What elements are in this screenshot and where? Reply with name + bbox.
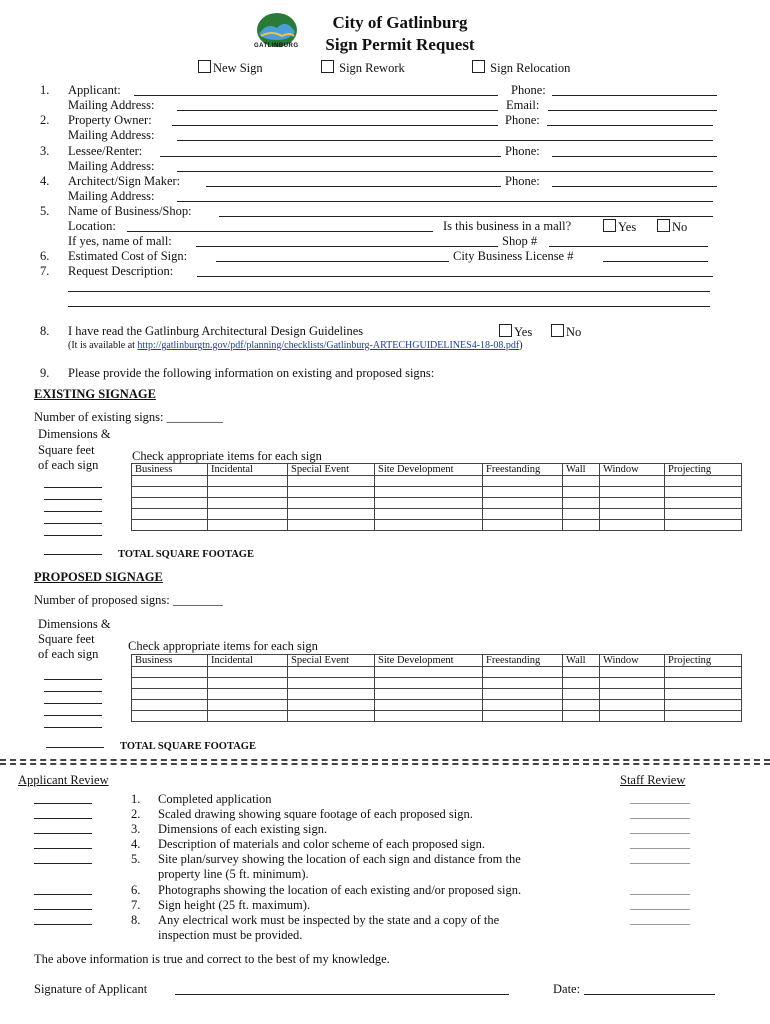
new-sign-label: New Sign <box>213 61 263 75</box>
col-window: Window <box>600 464 665 476</box>
existing-dim-label-3: of each sign <box>38 458 99 472</box>
signature-field[interactable] <box>175 994 509 995</box>
mailing2-field[interactable] <box>177 140 713 141</box>
existing-total-label: TOTAL SQUARE FOOTAGE <box>118 549 254 560</box>
mall-yes-label: Yes <box>618 220 637 234</box>
applicant-check-field[interactable] <box>34 848 92 849</box>
mall-question: Is this business in a mall? <box>443 219 572 233</box>
proposed-dim-field-4[interactable] <box>44 715 102 716</box>
new-sign-option[interactable] <box>198 60 263 76</box>
col-freestanding: Freestanding <box>483 655 563 667</box>
applicant-check-field[interactable] <box>34 863 92 864</box>
checklist-text: Completed application <box>158 792 272 806</box>
new-sign-checkbox[interactable] <box>198 60 211 73</box>
proposed-dim-label-3: of each sign <box>38 647 99 661</box>
mailing3-field[interactable] <box>177 171 713 172</box>
sign-rework-checkbox[interactable] <box>321 60 334 73</box>
table-row[interactable] <box>132 487 742 498</box>
phone4-label: Phone: <box>505 174 540 188</box>
attestation-text: The above information is true and correct to the best of my knowledge. <box>34 952 390 966</box>
table-header-row <box>132 464 742 476</box>
table-header-row <box>132 655 742 667</box>
col-incidental: Incidental <box>208 464 288 476</box>
applicant-review-heading: Applicant Review <box>18 773 109 787</box>
shop-field[interactable] <box>549 246 708 247</box>
existing-signage-heading: EXISTING SIGNAGE <box>34 387 156 401</box>
existing-dim-field-2[interactable] <box>44 499 102 500</box>
logo-text: GATLINBURG <box>254 43 299 49</box>
guidelines-link[interactable]: http://gatlinburgtn.gov/pdf/planning/checklists/Gatlinburg-ARTECHGUIDELINES4-18-08.pdf <box>137 340 520 351</box>
property-owner-field[interactable] <box>172 125 498 126</box>
staff-check-field[interactable] <box>630 863 690 864</box>
checklist-number: 3. <box>131 822 141 836</box>
col-site-development: Site Development <box>375 655 483 667</box>
existing-check-label: Check appropriate items for each sign <box>132 449 322 463</box>
checklist-number: 2. <box>131 807 141 821</box>
col-wall: Wall <box>563 464 600 476</box>
proposed-signage-table <box>131 654 742 722</box>
item-number-9: 9. <box>40 366 50 380</box>
page-subtitle: Sign Permit Request <box>325 35 475 54</box>
checklist-text: Any electrical work must be inspected by the state and a copy of the <box>158 913 500 927</box>
applicant-check-field[interactable] <box>34 894 92 895</box>
phone3-label: Phone: <box>505 144 540 158</box>
sign-rework-label: Sign Rework <box>339 61 405 75</box>
business-name-field[interactable] <box>219 216 713 217</box>
mall-no-label: No <box>672 220 688 234</box>
mall-name-label: If yes, name of mall: <box>68 234 172 248</box>
proposed-check-label: Check appropriate items for each sign <box>128 639 318 653</box>
staff-check-field[interactable] <box>630 848 690 849</box>
col-projecting: Projecting <box>665 464 742 476</box>
mall-no-option[interactable] <box>657 219 687 235</box>
phone2-field[interactable] <box>547 125 713 126</box>
item-number-3: 3. <box>40 144 50 158</box>
staff-review-heading: Staff Review <box>620 773 686 787</box>
item-number-6: 6. <box>40 249 50 263</box>
checklist-number: 1. <box>131 792 141 806</box>
proposed-dim-field-5[interactable] <box>44 727 102 728</box>
table-row[interactable] <box>132 667 742 678</box>
estimated-cost-field[interactable] <box>216 261 449 262</box>
architect-field[interactable] <box>206 186 501 187</box>
table-row[interactable] <box>132 678 742 689</box>
mall-yes-option[interactable] <box>603 219 636 235</box>
col-projecting: Projecting <box>665 655 742 667</box>
sign-relocation-checkbox[interactable] <box>472 60 485 73</box>
col-site-development: Site Development <box>375 464 483 476</box>
date-label: Date: <box>553 982 581 996</box>
item-number-2: 2. <box>40 113 50 127</box>
checklist-text: Sign height (25 ft. maximum). <box>158 898 311 912</box>
checklist-text: property line (5 ft. minimum). <box>158 867 309 881</box>
existing-dim-field-5[interactable] <box>44 535 102 536</box>
mall-name-field[interactable] <box>196 246 498 247</box>
sign-relocation-option[interactable] <box>472 60 570 76</box>
table-row[interactable] <box>132 476 742 487</box>
existing-dim-field-3[interactable] <box>44 511 102 512</box>
mall-yes-checkbox[interactable] <box>603 219 616 232</box>
guidelines-no-checkbox[interactable] <box>551 324 564 337</box>
checklist-number: 7. <box>131 898 141 912</box>
applicant-check-field[interactable] <box>34 909 92 910</box>
guidelines-yes-option[interactable] <box>499 324 532 340</box>
guidelines-yes-label: Yes <box>514 325 533 339</box>
proposed-signage-heading: PROPOSED SIGNAGE <box>34 570 163 584</box>
lessee-label: Lessee/Renter: <box>68 144 143 158</box>
guidelines-no-option[interactable] <box>551 324 581 340</box>
checklist-text: Dimensions of each existing sign. <box>158 822 328 836</box>
mailing3-label: Mailing Address: <box>68 159 155 173</box>
existing-total-field[interactable] <box>44 554 102 555</box>
col-special-event: Special Event <box>288 655 375 667</box>
sign-relocation-label: Sign Relocation <box>490 61 571 75</box>
license-field[interactable] <box>603 261 708 262</box>
staff-check-field[interactable] <box>630 924 690 925</box>
checklist-number: 5. <box>131 852 141 866</box>
col-special-event: Special Event <box>288 464 375 476</box>
col-incidental: Incidental <box>208 655 288 667</box>
request-description-line-3[interactable] <box>68 306 710 307</box>
date-field[interactable] <box>584 994 715 995</box>
business-name-label: Name of Business/Shop: <box>68 204 192 218</box>
applicant-label: Applicant: <box>68 83 121 97</box>
applicant-check-field[interactable] <box>34 818 92 819</box>
applicant-check-field[interactable] <box>34 833 92 834</box>
staff-check-field[interactable] <box>630 818 690 819</box>
checklist-text: Site plan/survey showing the location of each sign and distance from the <box>158 852 521 866</box>
existing-dim-label-2: Square feet <box>38 443 95 457</box>
mailing4-field[interactable] <box>177 201 713 202</box>
staff-check-field[interactable] <box>630 894 690 895</box>
email-label: Email: <box>506 98 540 112</box>
proposed-total-label: TOTAL SQUARE FOOTAGE <box>120 741 256 752</box>
guidelines-statement: I have read the Gatlinburg Architectural Design Guidelines <box>68 324 364 338</box>
phone4-field[interactable] <box>552 186 717 187</box>
col-freestanding: Freestanding <box>483 464 563 476</box>
guidelines-note <box>68 340 523 351</box>
table-row[interactable] <box>132 711 742 722</box>
proposed-dim-field-3[interactable] <box>44 703 102 704</box>
table-row[interactable] <box>132 498 742 509</box>
proposed-total-field[interactable] <box>46 747 104 748</box>
staff-check-field[interactable] <box>630 803 690 804</box>
applicant-check-field[interactable] <box>34 803 92 804</box>
item-number-7: 7. <box>40 264 50 278</box>
mailing4-label: Mailing Address: <box>68 189 155 203</box>
signature-label: Signature of Applicant <box>34 982 148 996</box>
item9-text: Please provide the following information on existing and proposed signs: <box>68 366 435 380</box>
existing-dim-field-1[interactable] <box>44 487 102 488</box>
sign-rework-option[interactable] <box>321 60 405 76</box>
existing-count-label: Number of existing signs: _________ <box>34 410 223 424</box>
col-business: Business <box>132 464 208 476</box>
shop-label: Shop # <box>502 234 538 248</box>
checklist-text: Description of materials and color scheme of each proposed sign. <box>158 837 485 851</box>
lessee-field[interactable] <box>160 156 501 157</box>
request-description-field[interactable] <box>197 276 713 277</box>
mailing2-label: Mailing Address: <box>68 128 155 142</box>
location-field[interactable] <box>127 231 433 232</box>
table-row[interactable] <box>132 689 742 700</box>
proposed-count-label: Number of proposed signs: ________ <box>34 593 223 607</box>
table-row[interactable] <box>132 509 742 520</box>
checklist-number: 6. <box>131 883 141 897</box>
mailing1-label: Mailing Address: <box>68 98 155 112</box>
location-label: Location: <box>68 219 116 233</box>
table-row[interactable] <box>132 700 742 711</box>
col-wall: Wall <box>563 655 600 667</box>
request-description-label: Request Description: <box>68 264 174 278</box>
phone2-label: Phone: <box>505 113 540 127</box>
request-description-line-2[interactable] <box>68 291 710 292</box>
phone1-label: Phone: <box>511 83 546 97</box>
phone1-field[interactable] <box>552 95 717 96</box>
existing-dim-label-1: Dimensions & <box>38 427 111 441</box>
estimated-cost-label: Estimated Cost of Sign: <box>68 249 188 263</box>
item-number-1: 1. <box>40 83 50 97</box>
property-owner-label: Property Owner: <box>68 113 152 127</box>
applicant-check-field[interactable] <box>34 924 92 925</box>
item-number-4: 4. <box>40 174 50 188</box>
guidelines-note-prefix: (It is available at <box>68 340 135 351</box>
guidelines-note-suffix: ) <box>519 340 523 351</box>
checklist-text: Scaled drawing showing square footage of each proposed sign. <box>158 807 473 821</box>
email-field[interactable] <box>548 110 717 111</box>
checklist-text: inspection must be provided. <box>158 928 303 942</box>
proposed-dim-field-1[interactable] <box>44 679 102 680</box>
guidelines-no-label: No <box>566 325 582 339</box>
proposed-dim-label-2: Square feet <box>38 632 95 646</box>
checklist-number: 8. <box>131 913 141 927</box>
item-number-5: 5. <box>40 204 50 218</box>
proposed-dim-field-2[interactable] <box>44 691 102 692</box>
checklist-text: Photographs showing the location of each existing and/or proposed sign. <box>158 883 522 897</box>
mall-no-checkbox[interactable] <box>657 219 670 232</box>
col-window: Window <box>600 655 665 667</box>
checklist-number: 4. <box>131 837 141 851</box>
license-label: City Business License # <box>453 249 574 263</box>
staff-check-field[interactable] <box>630 833 690 834</box>
section-divider <box>0 759 770 765</box>
existing-dim-field-4[interactable] <box>44 523 102 524</box>
table-row[interactable] <box>132 520 742 531</box>
item-number-8: 8. <box>40 324 50 338</box>
applicant-field[interactable] <box>134 95 498 96</box>
col-business: Business <box>132 655 208 667</box>
page-title: City of Gatlinburg <box>332 13 468 32</box>
architect-label: Architect/Sign Maker: <box>68 174 181 188</box>
phone3-field[interactable] <box>552 156 717 157</box>
mailing1-field[interactable] <box>177 110 498 111</box>
proposed-dim-label-1: Dimensions & <box>38 617 111 631</box>
existing-signage-table <box>131 463 742 531</box>
staff-check-field[interactable] <box>630 909 690 910</box>
guidelines-yes-checkbox[interactable] <box>499 324 512 337</box>
